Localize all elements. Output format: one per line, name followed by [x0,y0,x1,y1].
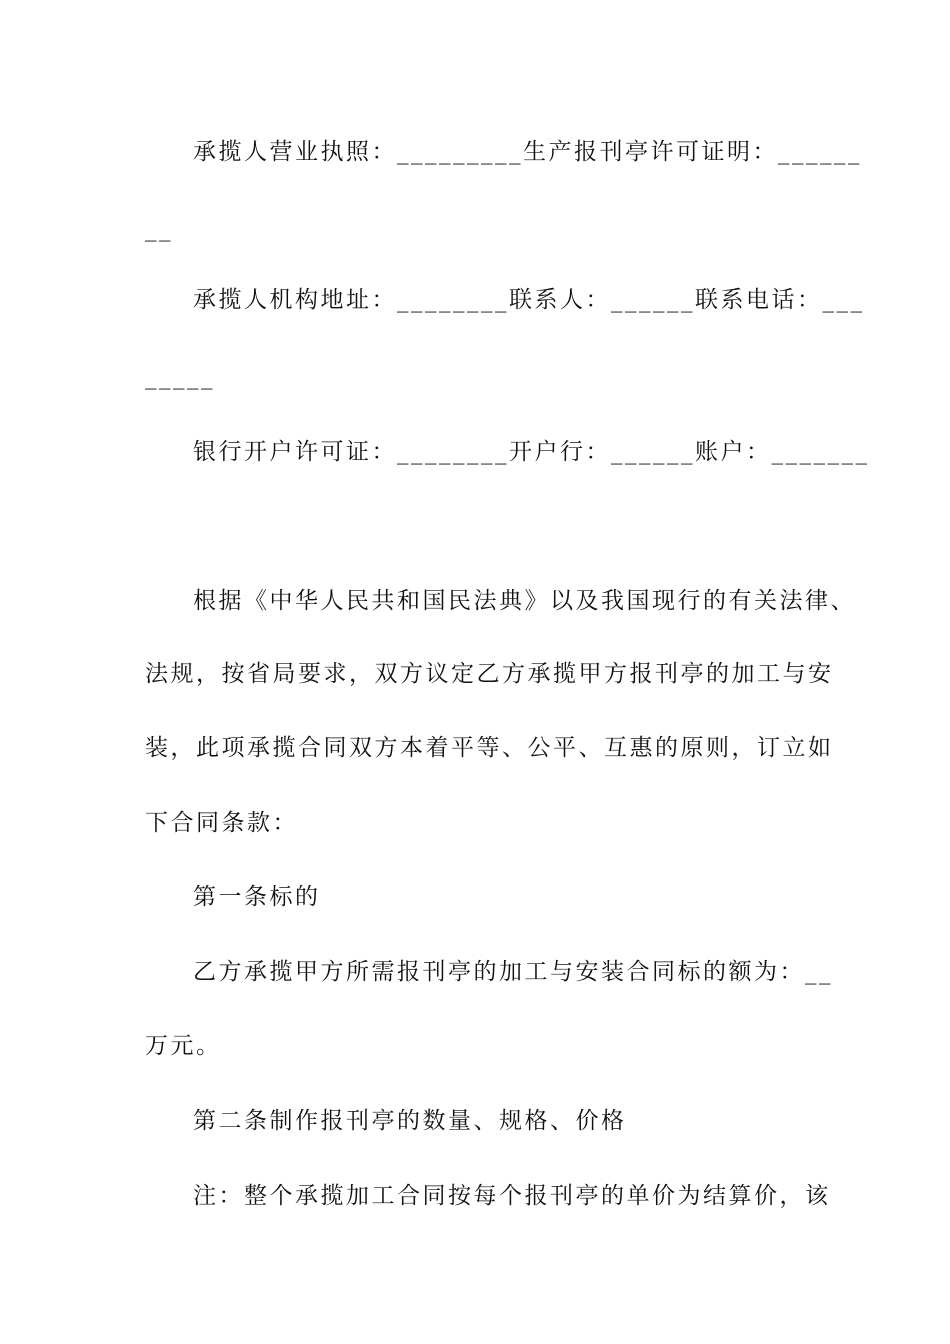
article-2-heading: 第二条制作报刊亭的数量、规格、价格 [193,1108,627,1134]
contractor-address-line: 承揽人机构地址：________联系人：______联系电话：___ [193,287,865,313]
contractor-license-line: 承揽人营业执照：_________生产报刊亭许可证明：______ [193,139,862,165]
article-1-body-line-2: 万元。 [145,1033,222,1059]
preamble-line-3: 装，此项承揽合同双方本着平等、公平、互惠的原则，订立如 [145,735,834,761]
preamble-line-2: 法规，按省局要求，双方议定乙方承揽甲方报刊亭的加工与安 [145,661,834,687]
article-1-body-line-1: 乙方承揽甲方所需报刊亭的加工与安装合同标的额为：__ [193,959,833,985]
article-2-note-line: 注：整个承揽加工合同按每个报刊亭的单价为结算价，该 [193,1183,831,1209]
bank-license-line: 银行开户许可证：________开户行：______账户：_______ [193,439,870,465]
contractor-license-line-cont: __ [145,216,173,242]
preamble-line-1: 根据《中华人民共和国民法典》以及我国现行的有关法律、 [193,588,856,614]
contractor-address-line-cont: _____ [145,364,215,390]
preamble-line-4: 下合同条款： [145,810,298,836]
article-1-heading: 第一条标的 [193,884,321,910]
